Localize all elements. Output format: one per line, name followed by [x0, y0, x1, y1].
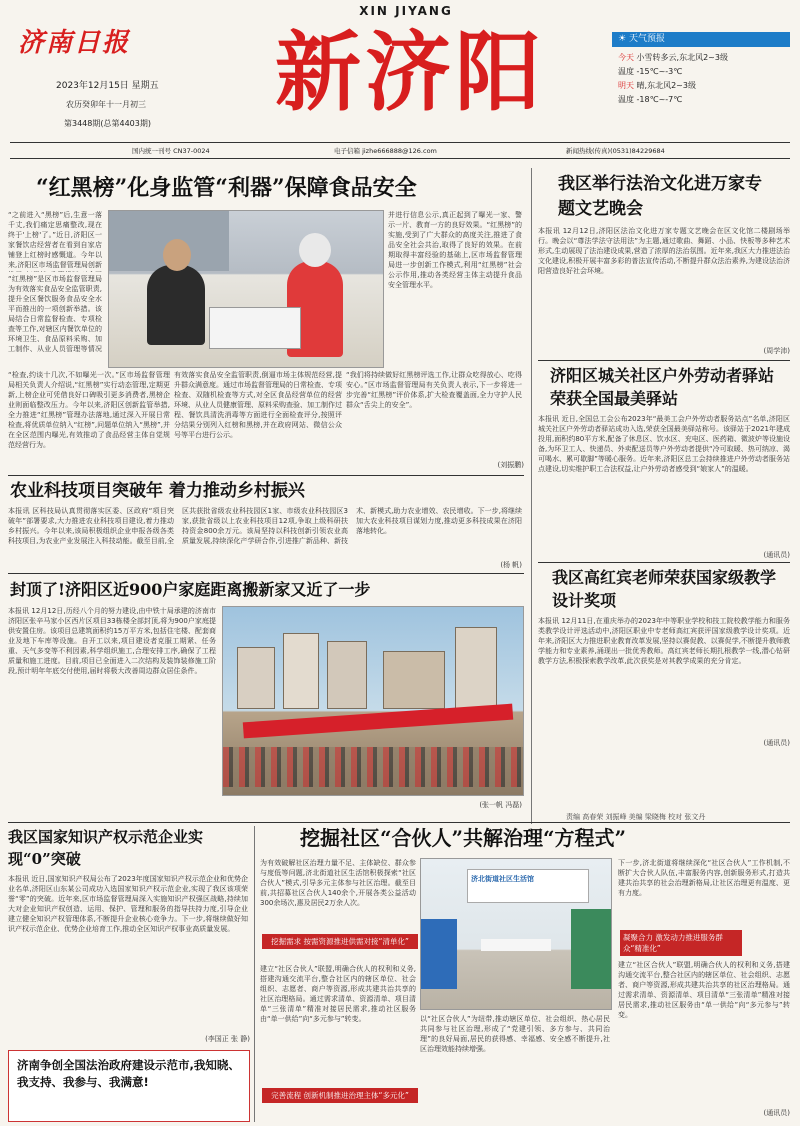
food-inspection-photo [108, 210, 384, 368]
r1-byline: (周学沛) [763, 347, 790, 355]
weather-tomorrow-temp: 温度 -18℃~-7℃ [618, 95, 683, 104]
r2-body: 本报讯 近日,全国总工会公布2023年“最美工会户外劳动者服务站点”名单,济阳区城关社区户外劳动者驿站成功入选,荣获全国最美驿站称号。该驿站于2021年建成投用,面积约80平方米,配备了休息区、饮水区、充电区、医药箱、微波炉等设施设备,为环卫工人、快递员、外卖配送员等户外劳动者提供“冷可取暖、热可纳凉、渴可喝水、累可歇脚”等暖心服务。近年来,济阳区总工会持续推进户外劳动者服务站点建设,切实维护职工合法权益,让户外劳动者感受到“娘家人”的温暖。 [538, 415, 790, 473]
sun-cloud-icon: ☀ [618, 34, 627, 44]
weather-header [612, 32, 790, 47]
a5-body-3-cont-text: 建立“社区合伙人”联盟,明确合伙人的权利和义务,搭建沟通交流平台,整合社区内的辖区单位、社会组织、志愿者、商户等资源,形成共建共治共享的社区治理格局。通过需求清单、资源清单、项目清单“三张清单”精准对接居民需求,推动社区服务由“单一供给”向“多元参与”转变。 [618, 961, 790, 1019]
issue-date: 2023年12月15日 星期五 [56, 81, 159, 91]
a5-caption-a: 挖掘需求 按需资源推进供需对接“清单化” [262, 934, 418, 949]
a1-body-2: “红黑榜”是区市场监督管理局为有效落实食品安全监管职责,提升全区餐饮服务食品安全水平而推出的一项创新举措。该局结合日常监督检查、专项检查等工作,对辖区内餐饮单位的环境卫生、食品原料采购、加工制作、从业人员管理等情况 [8, 275, 102, 353]
issue-number: 第3448期(总第4403期) [64, 119, 151, 128]
a5-byline: (通讯员) [763, 1109, 790, 1117]
weather-today-label: 今天 [618, 53, 634, 62]
r2-byline: (通讯员) [763, 551, 790, 559]
a1-byline: (刘振鹏) [497, 461, 524, 469]
a5-caption-c: 凝聚合力 激发动力推进服务群众“精准化” [620, 930, 742, 956]
headline-red-black-list: “红黑榜”化身监管“利器”保障食品安全 [36, 175, 417, 201]
a2-body: 本报讯 区科技局认真贯彻落实区委、区政府“项目突破年”部署要求,大力推进农业科技项目建设,着力推动乡村振兴。今年以来,该局积极组织企业申报各级各类科技项目,为农业产业发展注入科技动能。截至目前,全区共获批省级农业科技园区1家、市级农业科技园区3家,获批省级以上农业科技项目12项,争取上级科研扶持资金800余万元。该局坚持以科技创新引领农业高质量发展,持续深化产学研合作,引进推广新品种、新技术、新模式,助力农业增效、农民增收。下一步,将继续加大农业科技项目谋划力度,推动更多科技成果在济阳落地转化。 [8, 507, 522, 545]
a3-byline: (张一帆 冯磊) [479, 801, 522, 809]
a3-body: 本报讯 12月12日,历经八个月的努力建设,由中铁十局承建的济南市济阳区张辛马家小区西片区项目33栋楼全部封顶,将为900户家庭提供安置住房。该项目总建筑面积约15万平方米,包括住宅楼、配套商业及地下车库等设施。自开工以来,项目建设者克服工期紧、任务重、天气多变等不利因素,科学组织施工,合理安排工序,确保了工程质量和施工进度。目前,项目已全面进入二次结构及装饰装修施工阶段,预计明年年底交付使用,届时将极大改善周边群众居住条件。 [8, 607, 216, 675]
r3-byline: (通讯员) [763, 739, 790, 747]
slogan-box [8, 1050, 250, 1122]
infobar-hotline: 新闻热线(传真)(0531)84229684 [566, 147, 665, 155]
a5-caption-b: 完善流程 创新机制推进治理主体“多元化” [262, 1088, 418, 1103]
weather-today [618, 51, 790, 65]
weather-tomorrow-label: 明天 [618, 81, 634, 90]
r3-body: 本报讯 12月11日,在重庆举办的2023年中等职业学校和技工院校教学能力和服务类教学设计评选活动中,济阳区职业中专老师高红宾获评国家级教学设计奖项。近年来,济阳区大力推进职业教育改革发展,坚持以赛促教、以赛促学,不断提升教师教学能力和专业素养,涌现出一批优秀教师。高红宾老师长期扎根教学一线,潜心钻研教学方法,积极探索教学改革,此次获奖是对其教学成果的充分肯定。 [538, 617, 790, 665]
a4-byline: (李国正 张 静) [205, 1035, 250, 1043]
paper-logo [18, 22, 158, 58]
weather-tomorrow [618, 79, 790, 93]
lunar-date: 农历癸卯年十一月初三 [66, 100, 146, 109]
community-center-sign: 济北街道社区生活馆 [471, 875, 534, 883]
headline-law-culture-gala: 我区举行法治文化进万家专题文艺晚会 [558, 174, 762, 219]
a5-body-3-cont [618, 960, 790, 1106]
editors-credit: 责编 高春荣 刘振峰 美编 梁晓梅 校对 张文丹 [566, 813, 706, 821]
community-center-photo [420, 858, 612, 1010]
weather-today-desc: 小雪转多云,东北风2~3级 [636, 53, 728, 62]
weather-header-label: 天气预报 [628, 34, 665, 44]
headline-teacher-award: 我区高红宾老师荣获国家级教学设计奖项 [552, 568, 777, 610]
a2-byline: (杨 帆) [500, 561, 522, 569]
a5-body-3: 下一步,济北街道将继续深化“社区合伙人”工作机制,不断扩大合伙人队伍,丰富服务内容,创新服务形式,打造共建共治共享的社会治理新格局,让社区治理更有温度、更有力度。 [618, 859, 790, 897]
a4-body: 本报讯 近日,国家知识产权局公布了2023年度国家知识产权示范企业和优势企业名单,济阳区山东某公司成功入选国家知识产权示范企业,实现了我区该项荣誉“零”的突破。近年来,区市场监督管理局深入实施知识产权强区战略,持续加大对企业知识产权创造、运用、保护、管理和服务的指导扶持力度,引导企业建立健全知识产权管理体系,不断提升企业核心竞争力。下一步,将继续做好知识产权示范企业、优势企业培育工作,推动全区知识产权事业高质量发展。 [8, 875, 248, 933]
paper-logo-text: 济南日报 [18, 28, 131, 58]
construction-site-photo [222, 606, 524, 796]
a5-body-1: 建立“社区合伙人”联盟,明确合伙人的权利和义务,搭建沟通交流平台,整合社区内的辖区单位、社会组织、志愿者、商户等资源,形成共建共治共享的社区治理格局。通过需求清单、资源清单、项目清单“三张清单”精准对接居民需求,推动社区服务由“单一供给”向“多元参与”转变。 [260, 965, 416, 1023]
headline-ip-demo-enterprise: 我区国家知识产权示范企业实现“0”突破 [8, 828, 204, 868]
headline-housing-topped-out: 封顶了!济阳区近900户家庭距离搬新家又近了一步 [10, 580, 371, 599]
a5-body-2: 以“社区合伙人”为纽带,推动辖区单位、社会组织、热心居民共同参与社区治理,形成了“党建引领、多方参与、共同治理”的良好局面,居民的获得感、幸福感、安全感不断提升,社区治理效能持续增强。 [420, 1015, 610, 1053]
infobar-email: 电子信箱 jizhe666888@126.com [334, 147, 437, 155]
a1-body-4: 有效落实食品安全监管职责,倒逼市场主体规范经营,提升群众满意度。通过市场监督管理局的日常检查、专项检查、双随机检查等方式,对全区食品经营单位的经营环境、从业人员健康管理、原料采购查验、加工制作过程、餐饮具清洗消毒等方面进行全面检查评分,按照评分结果分别列入红榜和黑榜,并在政府网站、微信公众号等平台进行公示。 [174, 371, 342, 439]
weather-today-temp: 温度 -15℃~-3℃ [618, 67, 683, 76]
a1-body-5: 并进行信息公示,真正起到了曝光一家、警示一片、教育一方的良好效果。“红黑榜”的实施,受到了广大群众的高度关注,推进了食品安全社会共治,取得了良好的效果。在前期取得丰富经验的基础上,区市场监督管理局进一步创新工作模式,利用“红黑榜”社会公示作用,推动各类经营主体主动提升食品安全管理水平。 [388, 211, 522, 289]
r1-body: 本报讯 12月12日,济阳区法治文化进万家专题文艺晚会在区文化馆二楼剧场举行。晚会以“尊法学法守法用法”为主题,通过歌曲、舞蹈、小品、快板等多种艺术形式,生动展现了法治建设成果,营造了浓厚的法治氛围。近年来,我区大力推进法治文化建设,积极开展丰富多彩的普法宣传活动,不断提升群众法治素养,为建设法治济阳营造良好社会环境。 [538, 227, 790, 275]
masthead-pinyin: XIN JIYANG [359, 4, 453, 18]
a1-body-3: “检查,约谈十几次,不如曝光一次。”区市场监督管理局相关负责人介绍说,“红黑榜”实行动态管理,定期更新,上榜企业可凭借良好口碑吸引更多消费者,黑榜企业则面临整改压力。今年以来,济阳区创新监管举措,全力推进“红黑榜”管理办法落地,通过深入开展日常检查,将优质单位纳入“红榜”,问题单位纳入“黑榜”,并在全区范围内曝光,有效推动了食品经营主体自觉规范经营行为。 [8, 371, 170, 449]
weather-tomorrow-desc: 晴,东北风2~3级 [636, 81, 696, 90]
a1-body-6: “我们将持续做好红黑榜评选工作,让群众吃得放心、吃得安心。”区市场监督管理局有关负责人表示,下一步将进一步完善“红黑榜”评价体系,扩大检查覆盖面,全力守护人民群众“舌尖上的安全”。 [346, 371, 522, 409]
slogan-text: 济南争创全国法治政府建设示范市,我知晓、我支持、我参与、我满意! [17, 1058, 240, 1089]
headline-community-partner: 挖掘社区“合伙人”共解治理“方程式” [300, 826, 627, 850]
a1-body-1: “之前进入“黑榜”后,生意一落千丈,我们痛定思痛整改,现在终于'上榜'了。”近日,济阳区一家餐饮店经营者在看到自家店铺登上红榜时感慨道。今年以来,济阳区市场监督管理局创新 [8, 211, 102, 269]
masthead-title: 新济阳 [275, 22, 545, 123]
infobar-cn: 国内统一刊号 CN37-0024 [132, 147, 210, 155]
headline-worker-station: 济阳区城关社区户外劳动者驿站荣获全国最美驿站 [550, 366, 775, 408]
a5-intro: 为有效破解社区治理力量不足、主体缺位、群众参与度低等问题,济北街道社区生活馆积极探索“社区合伙人”模式,引导多元主体参与社区治理。截至目前,共招募社区合伙人140余个,开展各类公益活动300余场次,惠及居民2万余人次。 [260, 859, 416, 907]
headline-agri-tech: 农业科技项目突破年 着力推动乡村振兴 [10, 481, 305, 501]
weather-panel [612, 32, 790, 120]
